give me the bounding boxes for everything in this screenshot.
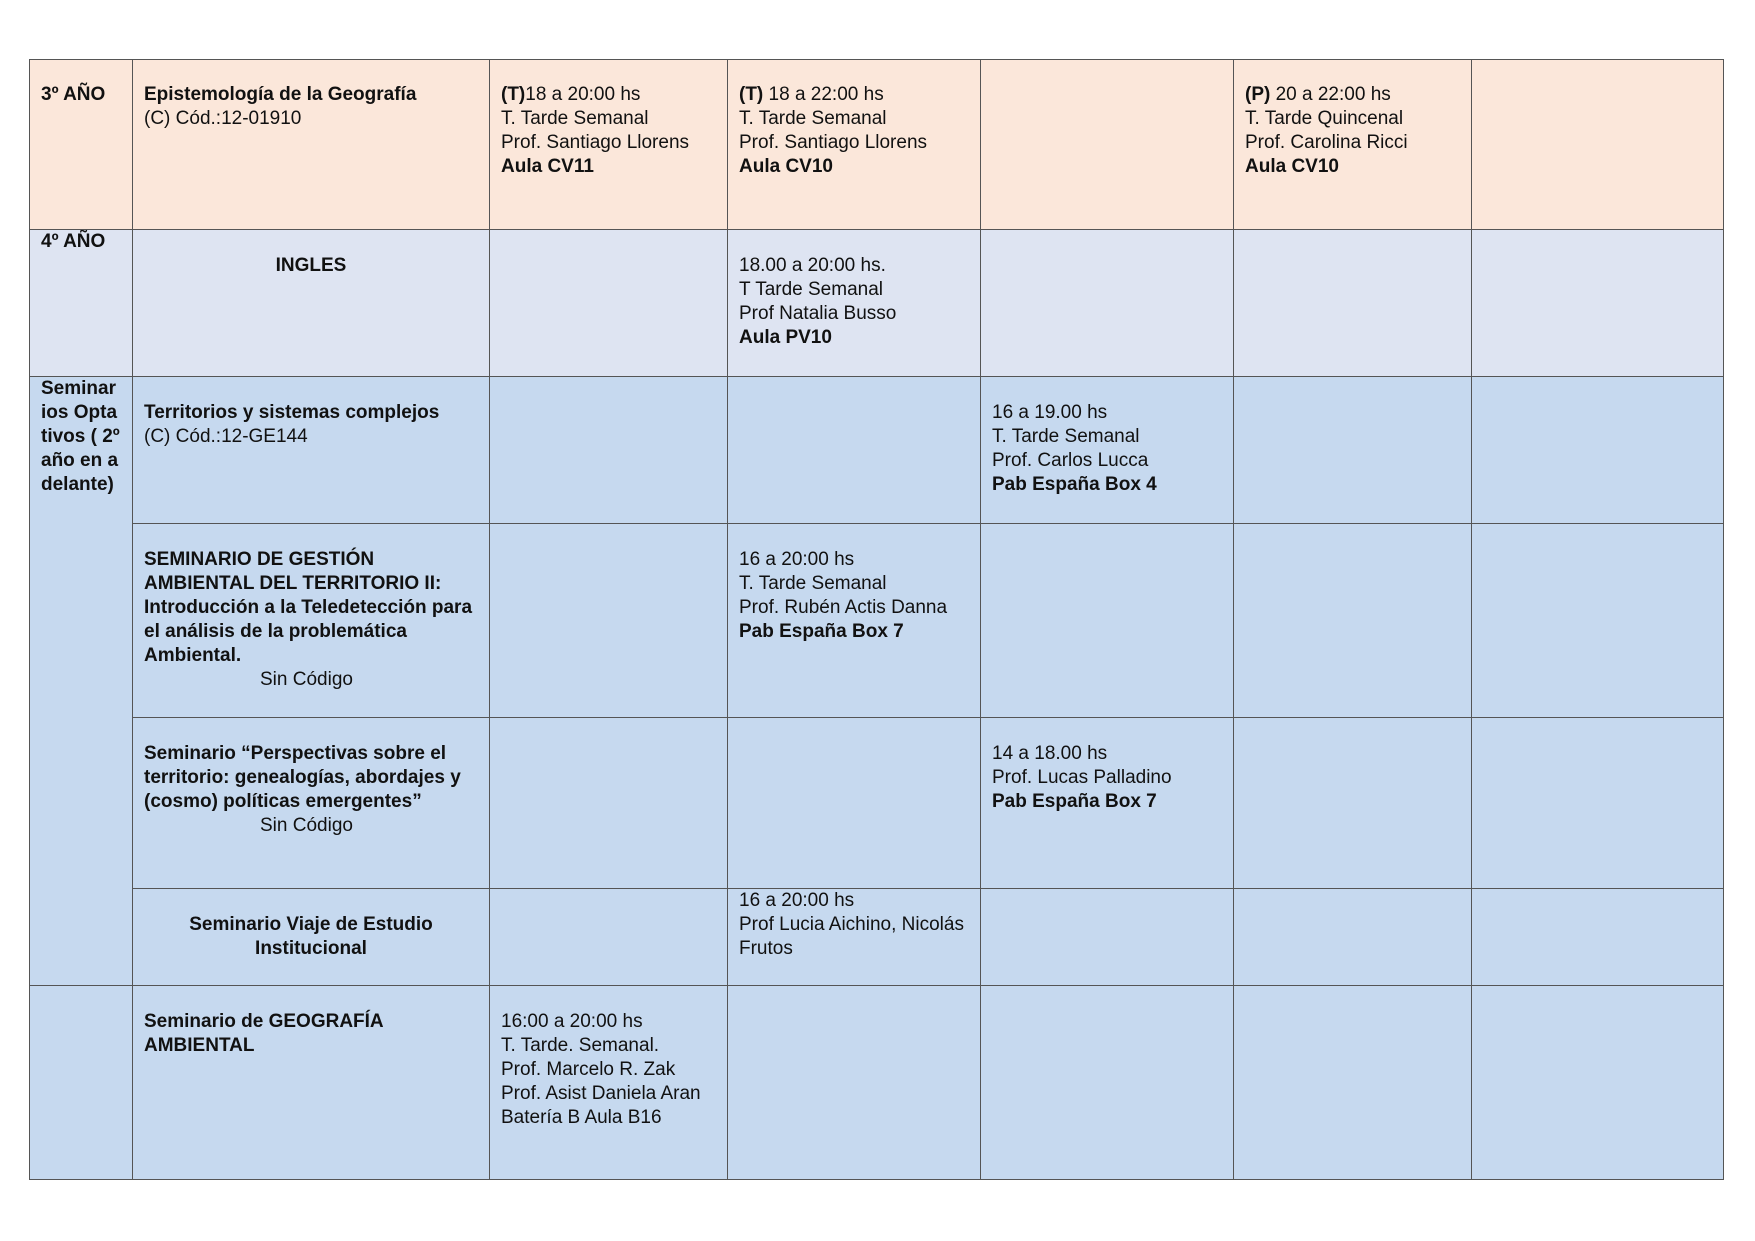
slot-time: 16 a 20:00 hs <box>739 890 855 911</box>
slot-time: 16 a 20:00 hs <box>739 549 855 570</box>
empty-cell <box>1472 718 1724 889</box>
empty-cell <box>1472 377 1724 524</box>
subject-cell-territorios <box>133 377 490 524</box>
slot-tag: (T) <box>739 84 764 105</box>
slot-cell <box>981 718 1234 889</box>
empty-cell <box>981 986 1234 1180</box>
slot-room: Aula CV11 <box>501 156 594 177</box>
slot-professor: Prof. Rubén Actis Danna <box>739 597 948 618</box>
subject-code: Sin Código <box>260 669 353 690</box>
empty-cell <box>1234 718 1472 889</box>
empty-cell <box>1472 60 1724 230</box>
slot-room: Batería B Aula B16 <box>501 1107 662 1128</box>
subject-cell-gestion <box>133 524 490 718</box>
slot-time: 14 a 18.00 hs <box>992 743 1108 764</box>
empty-cell <box>490 377 728 524</box>
slot-cell <box>728 524 981 718</box>
empty-cell <box>1472 986 1724 1180</box>
slot-professor: Prof. Lucas Palladino <box>992 767 1172 788</box>
slot-room: Pab España Box 4 <box>992 474 1157 495</box>
year-cell-seminarios <box>30 377 133 986</box>
slot-professor: Prof. Carolina Ricci <box>1245 132 1408 153</box>
empty-cell <box>490 889 728 986</box>
slot-room: Pab España Box 7 <box>992 791 1157 812</box>
subject-name: SEMINARIO DE GESTIÓN AMBIENTAL DEL TERRITORIO II: Introducción a la Teledetección para el análisis de la problemática Ambiental. <box>144 549 473 666</box>
schedule-table <box>29 59 1724 1180</box>
slot-cell <box>981 377 1234 524</box>
slot-cell <box>490 60 728 230</box>
subject-name: Seminario de GEOGRAFÍA AMBIENTAL <box>144 1011 383 1056</box>
empty-cell <box>1472 230 1724 377</box>
slot-professor: Prof. Marcelo R. Zak <box>501 1059 676 1080</box>
empty-cell <box>728 718 981 889</box>
slot-assistant: Prof. Asist Daniela Aran <box>501 1083 701 1104</box>
slot-time: 18 a 22:00 hs <box>763 84 884 105</box>
slot-professor: Prof Lucia Aichino, Nicolás Frutos <box>739 914 964 959</box>
year-label: 4º AÑO <box>41 231 106 252</box>
slot-room: Aula CV10 <box>1245 156 1339 177</box>
empty-cell <box>981 230 1234 377</box>
slot-room: Pab España Box 7 <box>739 621 904 642</box>
year-cell-empty <box>30 986 133 1180</box>
slot-room: Aula PV10 <box>739 327 832 348</box>
group-label: Seminarios Optativos ( 2º año en adelante) <box>41 378 120 495</box>
slot-time: 16:00 a 20:00 hs <box>501 1011 643 1032</box>
empty-cell <box>1472 524 1724 718</box>
slot-cell <box>490 986 728 1180</box>
subject-name: Seminario “Perspectivas sobre el territorio: genealogías, abordajes y (cosmo) políticas emergentes” <box>144 743 461 812</box>
slot-professor: Prof. Carlos Lucca <box>992 450 1149 471</box>
empty-cell <box>728 377 981 524</box>
row-seminario-viaje <box>30 889 1724 986</box>
subject-cell-viaje <box>133 889 490 986</box>
slot-shift: T. Tarde Semanal <box>739 573 887 594</box>
empty-cell <box>1234 377 1472 524</box>
subject-code: (C) Cód.:12-01910 <box>144 108 302 129</box>
empty-cell <box>490 230 728 377</box>
row-tercer-anio <box>30 60 1724 230</box>
subject-code: (C) Cód.:12-GE144 <box>144 426 308 447</box>
subject-name: Territorios y sistemas complejos <box>144 402 440 423</box>
slot-time: 16 a 19.00 hs <box>992 402 1108 423</box>
row-seminario-gestion <box>30 524 1724 718</box>
year-cell-3 <box>30 60 133 230</box>
subject-name: Seminario Viaje de Estudio Institucional <box>189 914 433 959</box>
slot-shift: T. Tarde Quincenal <box>1245 108 1404 129</box>
row-geografia-ambiental <box>30 986 1724 1180</box>
slot-time: 18.00 a 20:00 hs. <box>739 255 886 276</box>
slot-tag: (P) <box>1245 84 1271 105</box>
slot-shift: T. Tarde. Semanal. <box>501 1035 660 1056</box>
subject-name: Epistemología de la Geografía <box>144 84 417 105</box>
empty-cell <box>981 524 1234 718</box>
slot-time: 20 a 22:00 hs <box>1270 84 1391 105</box>
year-cell-4 <box>30 230 133 377</box>
subject-cell-geografia-ambiental <box>133 986 490 1180</box>
slot-shift: T Tarde Semanal <box>739 279 883 300</box>
empty-cell <box>1234 986 1472 1180</box>
slot-cell <box>728 889 981 986</box>
slot-shift: T. Tarde Semanal <box>992 426 1140 447</box>
slot-professor: Prof. Santiago Llorens <box>739 132 928 153</box>
empty-cell <box>490 524 728 718</box>
subject-name: INGLES <box>275 255 347 276</box>
slot-shift: T. Tarde Semanal <box>739 108 887 129</box>
year-label: 3º AÑO <box>41 84 106 105</box>
empty-cell <box>981 60 1234 230</box>
slot-shift: T. Tarde Semanal <box>501 108 649 129</box>
empty-cell <box>490 718 728 889</box>
row-cuarto-anio <box>30 230 1724 377</box>
row-seminario-perspectivas <box>30 718 1724 889</box>
subject-cell-perspectivas <box>133 718 490 889</box>
empty-cell <box>1472 889 1724 986</box>
empty-cell <box>1234 230 1472 377</box>
slot-tag: (T) <box>501 84 526 105</box>
empty-cell <box>728 986 981 1180</box>
slot-professor: Prof. Santiago Llorens <box>501 132 690 153</box>
empty-cell <box>1234 524 1472 718</box>
slot-cell <box>728 230 981 377</box>
slot-time: 18 a 20:00 hs <box>525 84 641 105</box>
subject-cell-ingles <box>133 230 490 377</box>
empty-cell <box>1234 889 1472 986</box>
slot-cell <box>728 60 981 230</box>
slot-cell <box>1234 60 1472 230</box>
empty-cell <box>981 889 1234 986</box>
slot-professor: Prof Natalia Busso <box>739 303 897 324</box>
subject-cell-epistemologia <box>133 60 490 230</box>
row-seminario-territorios <box>30 377 1724 524</box>
slot-room: Aula CV10 <box>739 156 833 177</box>
subject-code: Sin Código <box>260 815 353 836</box>
